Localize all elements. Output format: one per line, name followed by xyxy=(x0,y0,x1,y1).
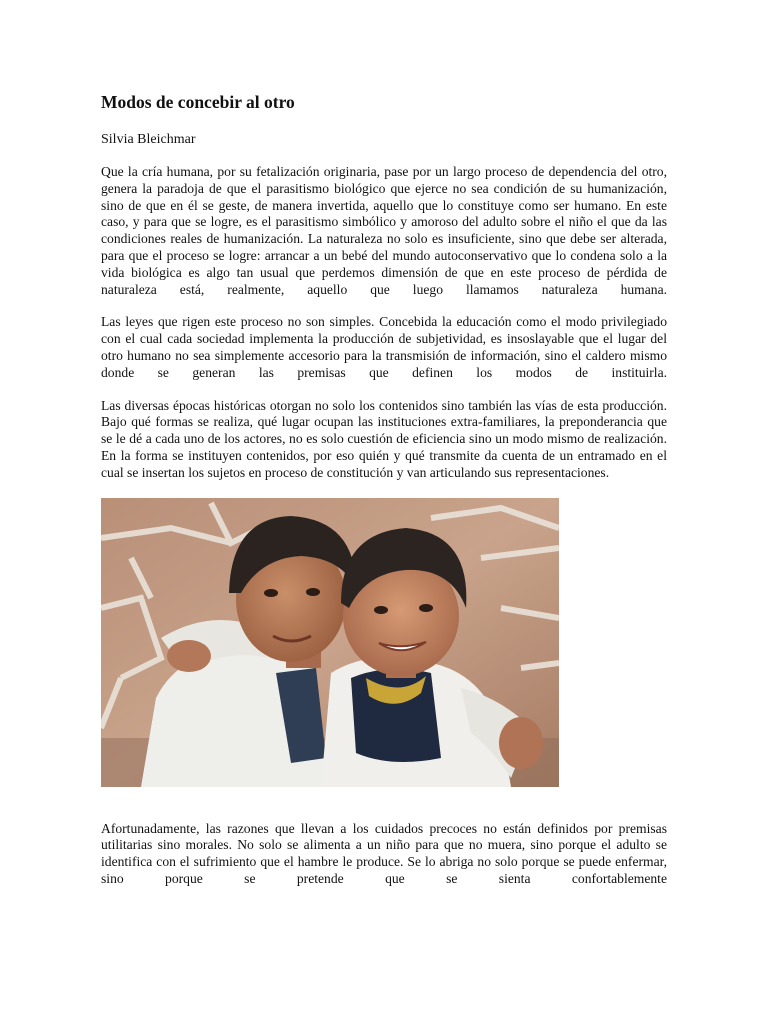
paragraph-1: Que la cría humana, por su fetalización originaria, pase por un largo proceso de dependencia del otro, genera la paradoja de que el parasitismo biológico que ejerce no sea condición de su humanización, sino de que en él se geste, de manera invertida, aquello que lo constituye como ser humano. En este caso, y para que se logre, es el parasitismo simbólico y amoroso del adulto sobre el niño el que da las condiciones reales de humanización. La naturaleza no solo es insuficiente, sino que debe ser alterada, para que el proceso se logre: arrancar a un bebé del mundo autoconservativo que lo condena solo a la vida biológica es algo tan usual que perdemos dimensión de que en este proceso de pérdida de naturaleza está, realmente, aquello que luego llamamos naturaleza humana. xyxy=(101,164,667,297)
photo-two-boys-embracing xyxy=(101,498,559,787)
paragraph-2: Las leyes que rigen este proceso no son simples. Concebida la educación como el modo privilegiado con el cual cada sociedad implementa la producción de subjetividad, es insoslayable que el lugar del otro humano no sea simplemente accesorio para la transmisión de información, sino el caldero mismo donde se generan las premisas que definen los modos de instituirla. xyxy=(101,314,667,380)
paragraph-4: Afortunadamente, las razones que llevan a los cuidados precoces no están definidos por premisas utilitarias sino morales. No solo se alimenta a un niño para que no muera, sino porque el adulto se identifica con el sufrimiento que el hambre le produce. Se lo abriga no solo porque se puede enfermar, sino porque se pretende que se sienta confortablemente xyxy=(101,820,667,886)
document-author: Silvia Bleichmar xyxy=(101,132,196,147)
document-title: Modos de concebir al otro xyxy=(101,92,295,112)
paragraph-3: Las diversas épocas históricas otorgan no solo los contenidos sino también las vías de esta producción. Bajo qué formas se realiza, qué lugar ocupan las instituciones extra-familiares, la preponderancia que se le dé a cada uno de los actores, no es solo cuestión de eficiencia sino un modo mismo de realización. En la forma se instituyen contenidos, por eso quién y qué transmite da cuenta de un entramado en el cual se insertan los sujetos en proceso de constitución y van articulando sus representaciones. xyxy=(101,397,667,480)
document-body xyxy=(101,92,667,904)
photo-illustration xyxy=(101,498,559,787)
